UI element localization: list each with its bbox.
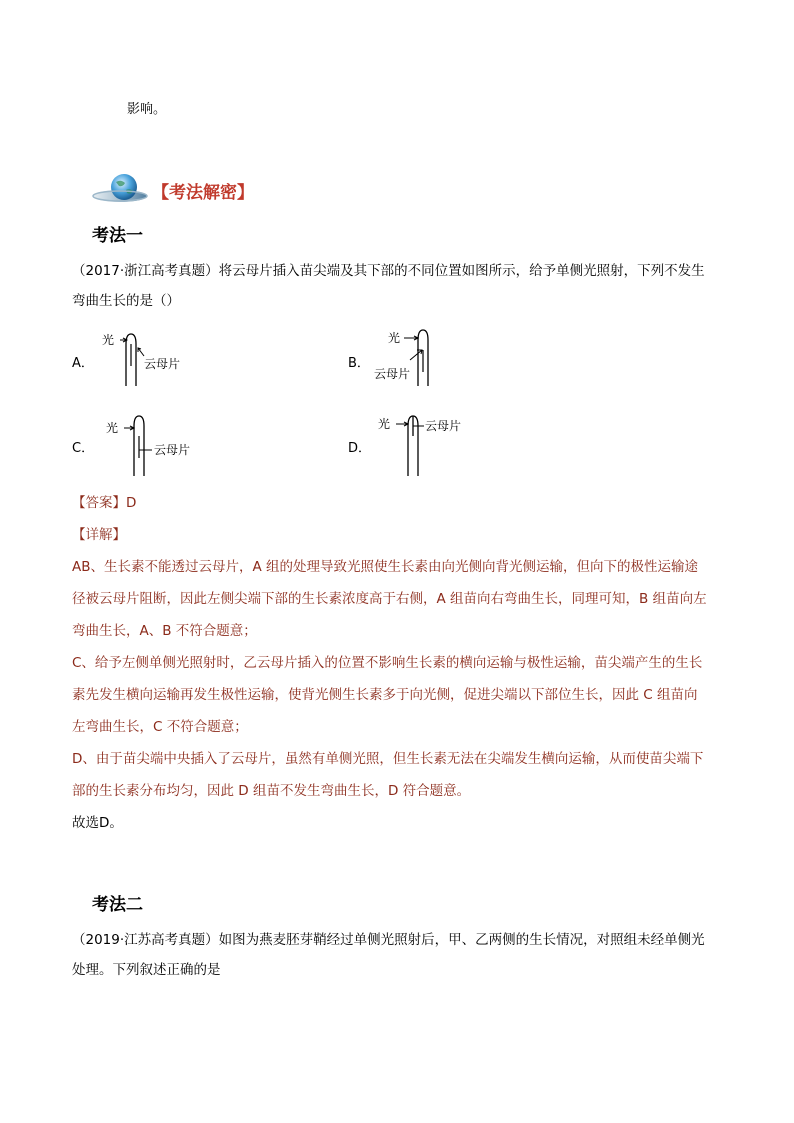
intro-text: 影响。 [127, 102, 167, 117]
explain-line: 左弯曲生长，C 不符合题意； [72, 719, 248, 735]
option-c-mica-label: 云母片 [154, 443, 191, 457]
method1-question-line1: （2017·浙江高考真题）将云母片插入苗尖端及其下部的不同位置如图所示，给予单侧光照射，下列不发生 [72, 263, 705, 279]
option-d-figure [376, 408, 476, 480]
option-a-figure [100, 328, 200, 393]
option-b-light-label: 光 [388, 331, 401, 345]
explain-line: 部的生长素分布均匀，因此 D 组苗不发生弯曲生长，D 符合题意。 [72, 783, 471, 799]
method2-question-line1: （2019·江苏高考真题）如图为燕麦胚芽鞘经过单侧光照射后，甲、乙两侧的生长情况，对照组未经单侧光 [72, 932, 705, 948]
answer-label: 【答案】 [72, 495, 126, 511]
explain-line: 素先发生横向运输再发生极性运输，使背光侧生长素多于向光侧，促进尖端以下部位生长，因此 C 组苗向 [72, 687, 698, 703]
option-d-letter: D． [348, 441, 372, 456]
method2-question-line2: 处理。下列叙述正确的是 [72, 962, 221, 978]
explain-line: 径被云母片阻断，因此左侧尖端下部的生长素浓度高于右侧，A 组苗向右弯曲生长，同理可知，B 组苗向左 [72, 591, 707, 607]
option-d-mica-label: 云母片 [425, 419, 462, 433]
conclusion: 故选D。 [72, 815, 123, 831]
option-a-light-label: 光 [102, 333, 115, 347]
option-a-mica-label: 云母片 [144, 357, 181, 371]
option-a-letter: A． [72, 356, 94, 371]
section-title: 【考法解密】 [152, 183, 254, 203]
globe-icon [92, 170, 152, 210]
answer-line [72, 489, 136, 518]
option-b-letter: B． [348, 356, 370, 371]
explain-line: AB、生长素不能透过云母片，A 组的处理导致光照使生长素由向光侧向背光侧运输，但向下的极性运输途 [72, 559, 699, 575]
option-c-light-label: 光 [106, 421, 119, 435]
method1-heading: 考法一 [92, 226, 143, 246]
explain-line: D、由于苗尖端中央插入了云母片，虽然有单侧光照，但生长素无法在尖端发生横向运输，从而使苗尖端下 [72, 751, 704, 767]
explain-line: C、给予左侧单侧光照射时，乙云母片插入的位置不影响生长素的横向运输与极性运输，苗尖端产生的生长 [72, 655, 703, 671]
explain-label: 【详解】 [72, 527, 126, 543]
method2-heading: 考法二 [92, 895, 143, 915]
option-c-letter: C． [72, 441, 95, 456]
explain-line: 弯曲生长，A、B 不符合题意； [72, 623, 257, 639]
option-b-mica-label: 云母片 [374, 367, 411, 381]
answer-value: D [126, 495, 137, 511]
option-b-figure [370, 326, 470, 391]
method1-question-line2: 弯曲生长的是（） [72, 293, 180, 309]
option-d-light-label: 光 [378, 417, 391, 431]
option-c-figure [100, 410, 210, 480]
